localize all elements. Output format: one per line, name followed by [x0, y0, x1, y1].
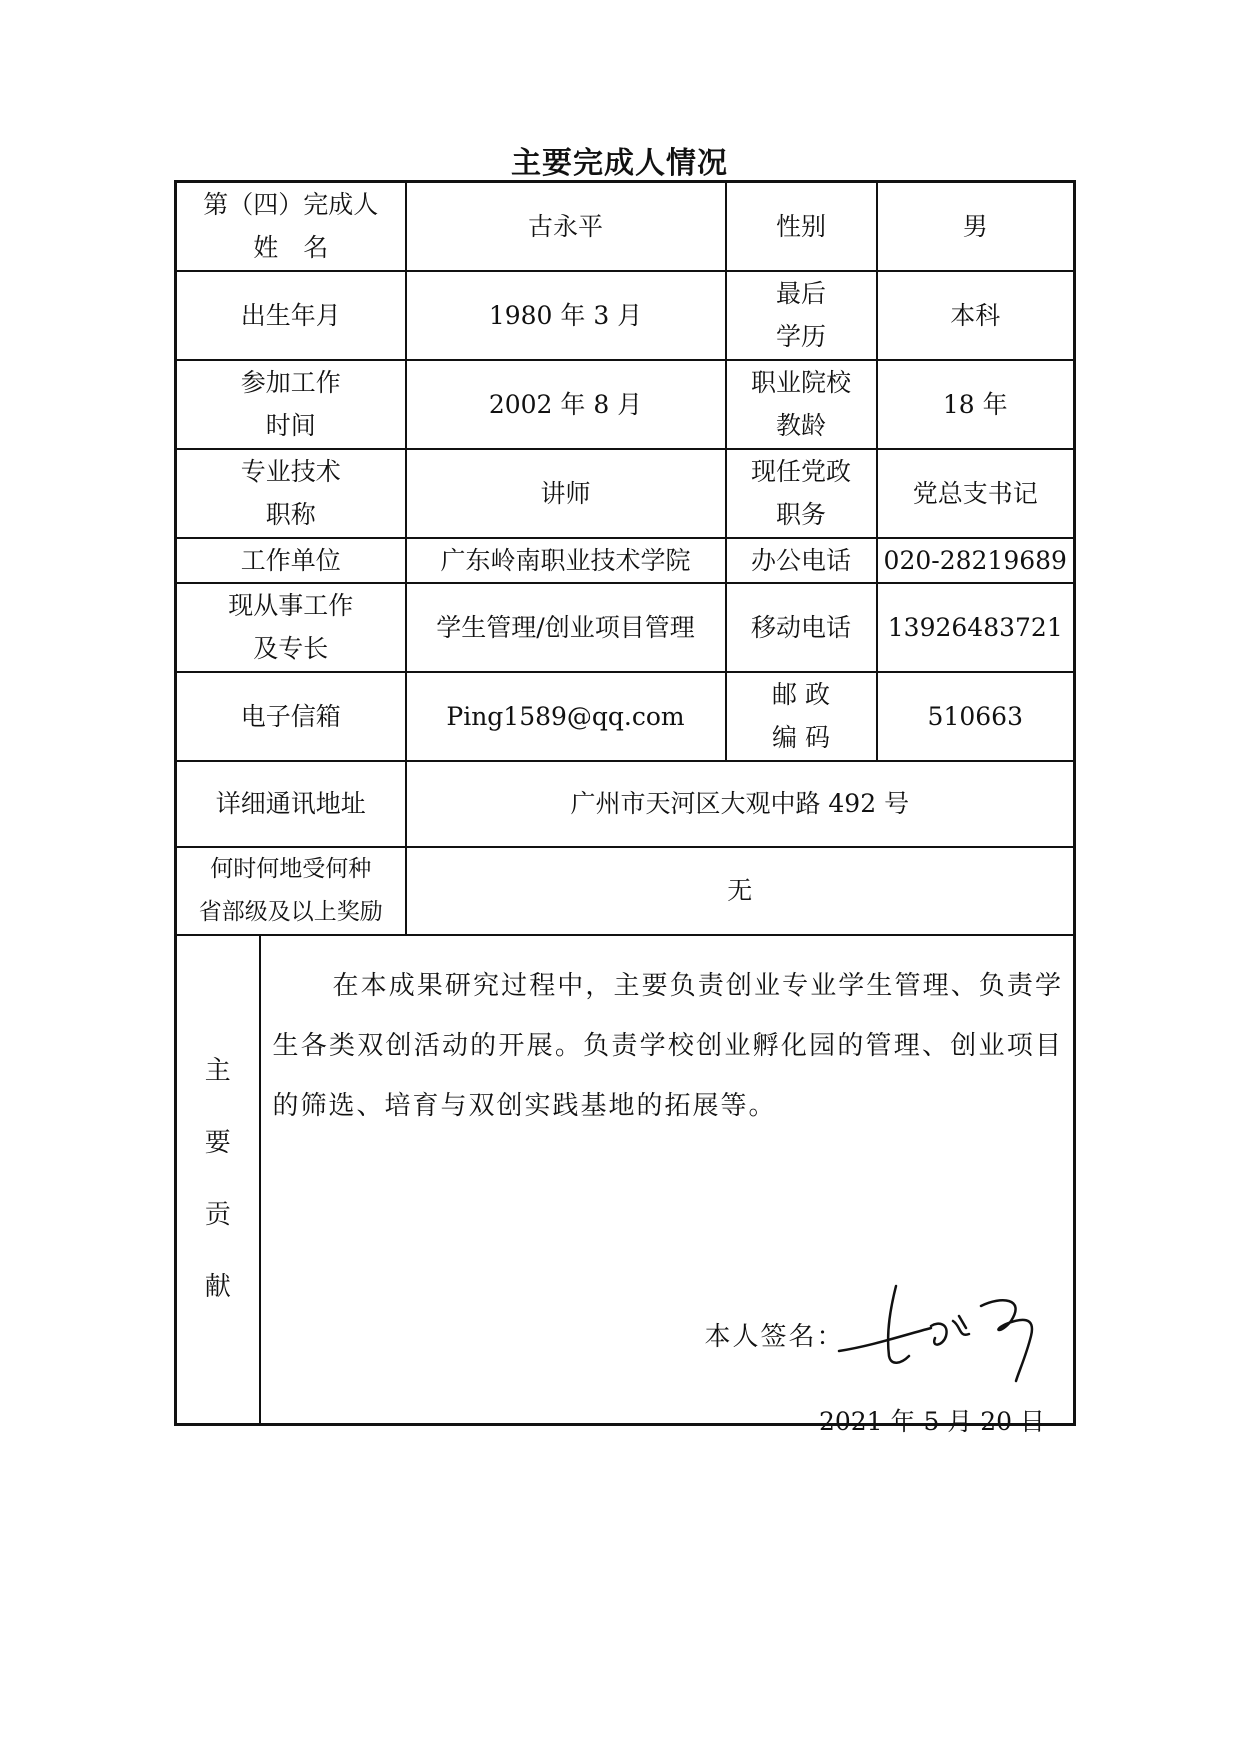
postcode-label: 邮 政 编 码 [726, 672, 877, 761]
row-email [176, 672, 1075, 761]
row-contribution [176, 935, 1075, 1425]
row-work-start [176, 360, 1075, 449]
work-start-label: 参加工作 时间 [176, 360, 406, 449]
work-start-value: 2002 年 8 月 [406, 360, 726, 449]
teach-years-value: 18 年 [877, 360, 1075, 449]
teach-years-label: 职业院校 教龄 [726, 360, 877, 449]
contribution-text: 在本成果研究过程中，主要负责创业专业学生管理、负责学生各类双创活动的开展。负责学校创业孵化园的管理、创业项目的筛选、培育与双创实践基地的拓展等。 [272, 970, 1064, 1121]
awards-value: 无 [406, 847, 1075, 935]
birth-label: 出生年月 [176, 271, 406, 360]
row-job [176, 583, 1075, 672]
prof-title-label: 专业技术 职称 [176, 449, 406, 538]
signature-date: 2021 年 5 月 20 日 [818, 1406, 1046, 1436]
edu-value: 本科 [877, 271, 1075, 360]
row-address [176, 761, 1075, 847]
row-unit [176, 538, 1075, 583]
postcode-value: 510663 [877, 672, 1075, 761]
name-label: 第（四）完成人 姓 名 [176, 182, 406, 271]
edu-label: 最后 学历 [726, 271, 877, 360]
mobile-label: 移动电话 [726, 583, 877, 672]
mobile-value: 13926483721 [877, 583, 1075, 672]
contribution-cell [260, 935, 1075, 1436]
row-title [176, 449, 1075, 538]
office-phone-value: 020-28219689 [877, 538, 1075, 583]
signature-label: 本人签名： [704, 1321, 845, 1352]
name-value: 古永平 [406, 182, 726, 271]
address-value: 广州市天河区大观中路 492 号 [406, 761, 1075, 847]
address-label: 详细通讯地址 [176, 761, 406, 847]
office-phone-label: 办公电话 [726, 538, 877, 583]
email-label: 电子信箱 [176, 672, 406, 761]
awards-label: 何时何地受何种 省部级及以上奖励 [176, 847, 406, 935]
job-value: 学生管理/创业项目管理 [406, 583, 726, 672]
row-birth [176, 271, 1075, 360]
job-label: 现从事工作 及专长 [176, 583, 406, 672]
unit-value: 广东岭南职业技术学院 [406, 538, 726, 583]
birth-value: 1980 年 3 月 [406, 271, 726, 360]
row-name [176, 182, 1075, 271]
gender-label: 性别 [726, 182, 877, 271]
row-awards [176, 847, 1075, 935]
prof-title-value: 讲师 [406, 449, 726, 538]
page-title: 主要完成人情况 [511, 146, 728, 181]
position-value: 党总支书记 [877, 449, 1075, 538]
email-value: Ping1589@qq.com [406, 672, 726, 761]
handwritten-signature [831, 1276, 1061, 1386]
unit-label: 工作单位 [176, 538, 406, 583]
gender-value: 男 [877, 182, 1075, 271]
contribution-label: 主 要 贡 献 [176, 935, 260, 1425]
position-label: 现任党政 职务 [726, 449, 877, 538]
info-form-table [174, 180, 1076, 1436]
